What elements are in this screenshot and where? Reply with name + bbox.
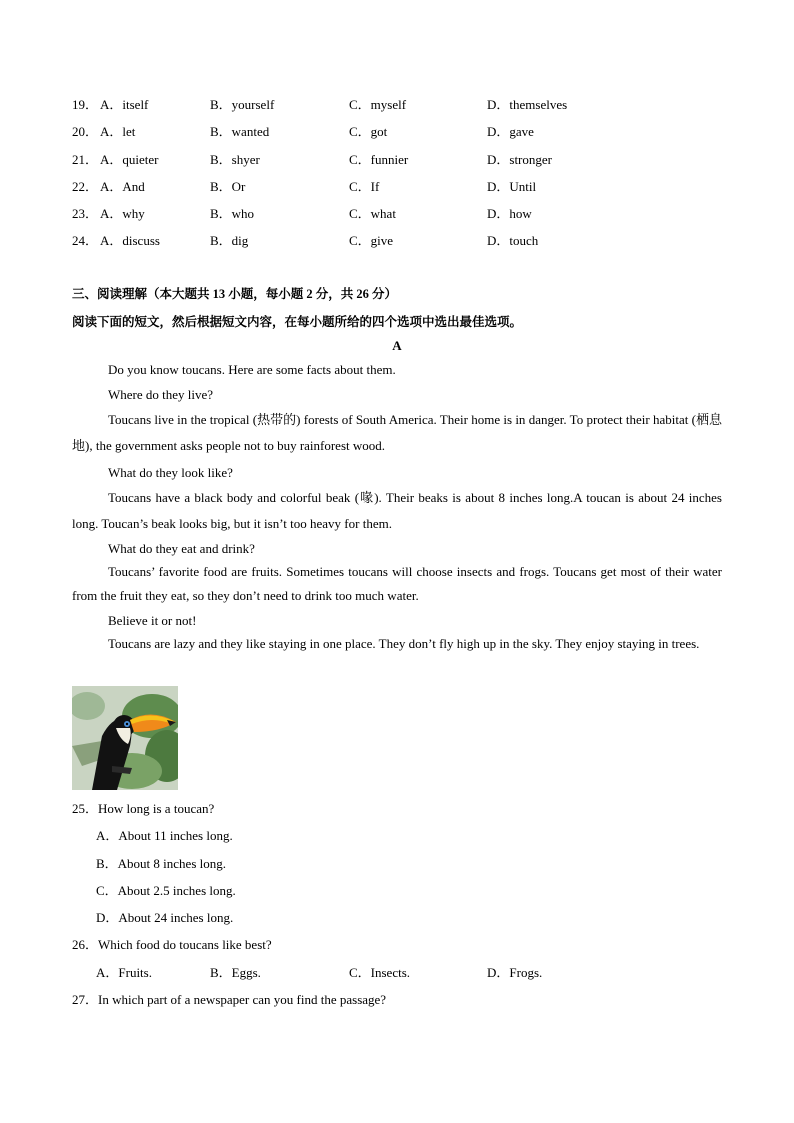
- option-row-22: [72, 178, 712, 196]
- option-row-21: [72, 151, 712, 169]
- question-25-option-a: A．About 11 inches long.: [96, 828, 233, 843]
- passage-heading-look: What do they look like?: [108, 465, 233, 480]
- paragraph-text: Toucans’ favorite food are fruits. Sometimes toucans will choose insects and frogs. Toucans get most of their water from the fruit they eat, so they don’t need to drink too much water.: [72, 564, 722, 603]
- option-row-23: [72, 205, 712, 223]
- passage-paragraph-eat: [72, 560, 722, 608]
- option-row-19: [72, 96, 712, 114]
- option-a: A．And: [100, 179, 145, 194]
- option-d: D．gave: [487, 124, 534, 139]
- option-b: B．yourself: [210, 97, 275, 112]
- passage-paragraph-live: [72, 407, 722, 459]
- option-b: B．shyer: [210, 152, 260, 167]
- option-row-24: [72, 232, 712, 250]
- passage-heading-eat: What do they eat and drink?: [108, 541, 255, 556]
- option-d: D．themselves: [487, 97, 568, 112]
- question-26-option-d: D．Frogs.: [487, 965, 543, 980]
- option-b: B．wanted: [210, 124, 270, 139]
- option-a: A．let: [100, 124, 136, 139]
- question-number: 22．: [72, 179, 99, 194]
- passage-title: A: [392, 338, 402, 353]
- option-d: D．how: [487, 206, 532, 221]
- passage-heading-believe: Believe it or not!: [108, 613, 197, 628]
- question-number: 24．: [72, 233, 99, 248]
- toucan-photo: [72, 686, 178, 790]
- option-c: C．give: [349, 233, 394, 248]
- option-c: C．what: [349, 206, 396, 221]
- paragraph-text: Toucans have a black body and colorful beak (喙). Their beaks is about 8 inches long.A toucan is about 24 inches long. Toucan’s beak looks big, but it isn’t too heavy for them.: [72, 490, 722, 531]
- option-row-20: [72, 123, 712, 141]
- option-c: C．If: [349, 179, 380, 194]
- option-d: D．touch: [487, 233, 539, 248]
- passage-paragraph-look: [72, 485, 722, 537]
- question-25-option-c: C．About 2.5 inches long.: [96, 883, 236, 898]
- option-a: A．itself: [100, 97, 149, 112]
- option-b: B．Or: [210, 179, 246, 194]
- question-27-stem: 27．In which part of a newspaper can you find the passage?: [72, 992, 387, 1007]
- option-c: C．funnier: [349, 152, 409, 167]
- paragraph-text: Toucans are lazy and they like staying in one place. They don’t fly high up in the sky. They enjoy staying in trees.: [108, 636, 700, 651]
- option-c: C．myself: [349, 97, 407, 112]
- passage-paragraph-believe: [72, 632, 722, 656]
- option-a: A．discuss: [100, 233, 160, 248]
- question-26-option-a: A．Fruits.: [96, 965, 152, 980]
- question-26-option-b: B．Eggs.: [210, 965, 261, 980]
- option-d: D．stronger: [487, 152, 552, 167]
- paragraph-text: Toucans live in the tropical (热带的) forests of South America. Their home is in danger. To protect their habitat (栖息地), the government asks people not to buy rainforest wood.: [72, 412, 722, 453]
- question-26-stem: 26．Which food do toucans like best?: [72, 937, 272, 952]
- question-25-option-d: D．About 24 inches long.: [96, 910, 234, 925]
- question-25-option-b: B．About 8 inches long.: [96, 856, 226, 871]
- question-number: 19．: [72, 97, 99, 112]
- option-d: D．Until: [487, 179, 537, 194]
- question-number: 21．: [72, 152, 99, 167]
- option-b: B．who: [210, 206, 255, 221]
- option-c: C．got: [349, 124, 388, 139]
- option-a: A．why: [100, 206, 145, 221]
- option-b: B．dig: [210, 233, 249, 248]
- option-a: A．quieter: [100, 152, 159, 167]
- question-number: 20．: [72, 124, 99, 139]
- question-25-stem: 25．How long is a toucan?: [72, 801, 215, 816]
- question-number: 23．: [72, 206, 99, 221]
- passage-heading-live: Where do they live?: [108, 387, 214, 402]
- section-title: 三、阅读理解（本大题共 13 小题，每小题 2 分，共 26 分）: [72, 287, 398, 301]
- question-26-option-c: C．Insects.: [349, 965, 411, 980]
- passage-intro: Do you know toucans. Here are some facts about them.: [108, 362, 396, 377]
- section-instruction: 阅读下面的短文，然后根据短文内容，在每小题所给的四个选项中选出最佳选项。: [72, 315, 523, 329]
